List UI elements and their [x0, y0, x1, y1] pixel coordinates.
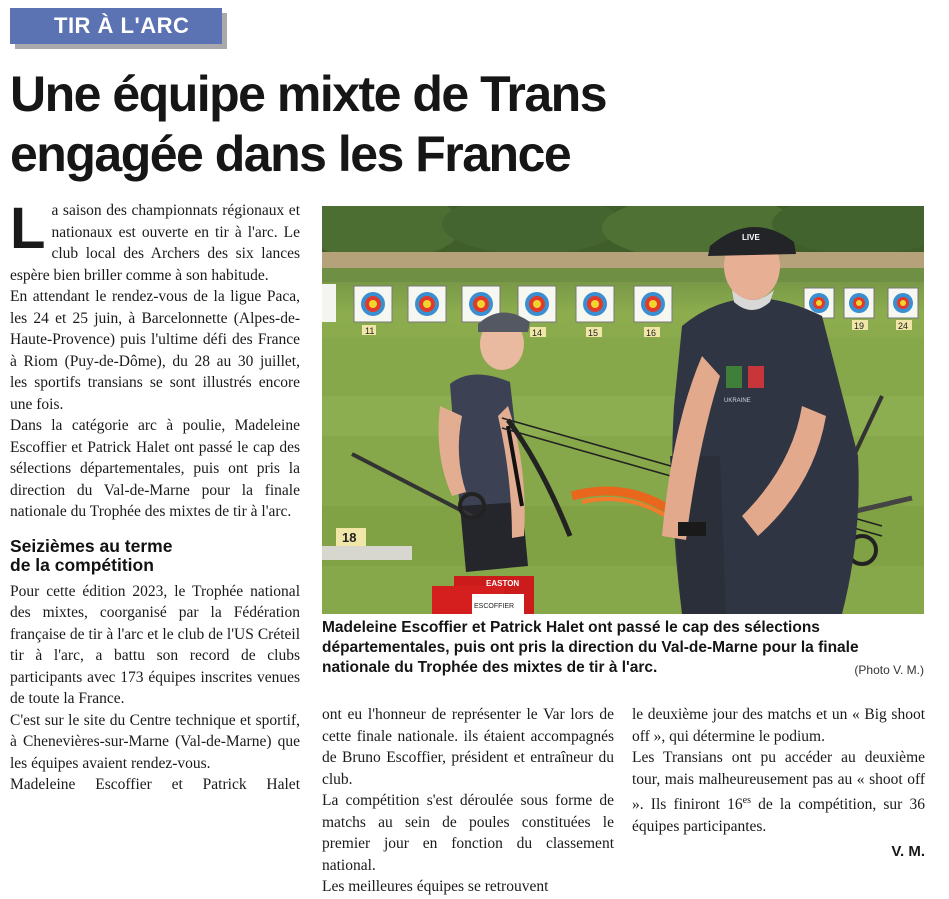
paragraph-9-text: Les Transians ont pu accéder au deuxième tour, mais malheureusement pas au « shoot off ». Ils finiront 16: [632, 749, 925, 814]
paragraph-8: Les meilleures équipes se retrouvent: [322, 878, 549, 895]
paragraph-9: [632, 747, 925, 837]
target-number: 24: [898, 321, 909, 331]
target-number: 16: [646, 328, 657, 338]
target-number: 14: [532, 328, 543, 338]
target-number: 19: [854, 321, 865, 331]
man-archer: [662, 227, 859, 614]
ordinal-suffix: es: [742, 795, 751, 806]
subheading-line-1: Seizièmes au terme: [10, 535, 173, 556]
target-row: [322, 284, 918, 338]
target-number: 15: [588, 328, 599, 338]
subheading: [10, 537, 300, 575]
author-signature: V. M.: [891, 843, 925, 861]
paragraph-4: Pour cette édition 2023, le Trophée national des mixtes, coorganisé par la Fédération française de tir à l'arc et le club de l'US Créteil tir à l'arc, a battu son record de clubs participants avec 173 équipes inscrites venues de toute la France.: [10, 582, 300, 707]
target-number: 18: [342, 530, 357, 545]
quiver-brand: EASTON: [486, 579, 520, 588]
article-column-1: [10, 196, 300, 796]
paragraph-7: La compétition s'est déroulée sous forme de matchs au sein de poules constituées le premier jour en fonction du classement national.: [322, 792, 614, 874]
photo-credit: (Photo V. M.): [854, 663, 924, 677]
paragraph-3: Dans la catégorie arc à poulie, Madeleine Escoffier et Patrick Halet ont passé le cap des sélections départementales, puis ont pris la direction du Val-de-Marne pour la finale nationale du Trophée des mixtes de tir à l'arc.: [10, 417, 300, 520]
headline-line-1: Une équipe mixte de Trans: [10, 66, 607, 122]
shirt-patch-text: UKRAINE: [724, 398, 751, 404]
photo-caption: Madeleine Escoffier et Patrick Halet ont passé le cap des sélections départementales, puis ont pris la direction du Val-de-Marne pour la finale nationale du Trophée des mixtes de tir à l'arc.: [322, 619, 859, 676]
target-number: 11: [365, 326, 375, 336]
section-rubric: TIR À L'ARC: [10, 8, 222, 44]
article-photo: [322, 206, 924, 614]
paragraph-6: ont eu l'honneur de représenter le Var lors de cette finale nationale. ils étaient accompagnés de Bruno Escoffier, président et entraîneur du club.: [322, 706, 614, 788]
paragraph-8-continued: le deuxième jour des matchs et un « Big shoot off », qui détermine le podium.: [632, 706, 925, 745]
paragraph-2: En attendant le rendez-vous de la ligue Paca, les 24 et 25 juin, à Barcelonnette (Alpes-de-Haute-Provence) puis l'ultime défi des France à Riom (Puy-de-Dôme), du 28 au 30 juillet, les sportifs transians se sont illustrés encore une fois.: [10, 288, 300, 413]
cap-logo: LIVE: [742, 233, 760, 242]
paragraph-9-end: de la compétition, sur 36 équipes participantes.: [632, 796, 925, 835]
headline-line-2: engagée dans les France: [10, 126, 571, 182]
article-column-2: [322, 704, 614, 898]
paragraph-5: C'est sur le site du Centre technique et sportif, à Chenevières-sur-Marne (Val-de-Marne) que les équipes avaient rendez-vous.: [10, 711, 300, 772]
lead-paragraph: [10, 196, 300, 286]
quiver-label: ESCOFFIER: [474, 603, 515, 610]
drop-cap: L: [10, 196, 46, 261]
headline: [10, 64, 940, 184]
paragraph-6-start: Madeleine Escoffier et Patrick Halet: [10, 776, 300, 793]
lead-text: a saison des championnats régionaux et nationaux est ouverte en tir à l'arc. Le club local des Archers des six lances espère bien briller comme à son habitude.: [10, 202, 300, 284]
subheading-line-2: de la compétition: [10, 554, 154, 575]
article-column-3: [632, 704, 925, 863]
archers-photo-illustration: [322, 206, 924, 614]
